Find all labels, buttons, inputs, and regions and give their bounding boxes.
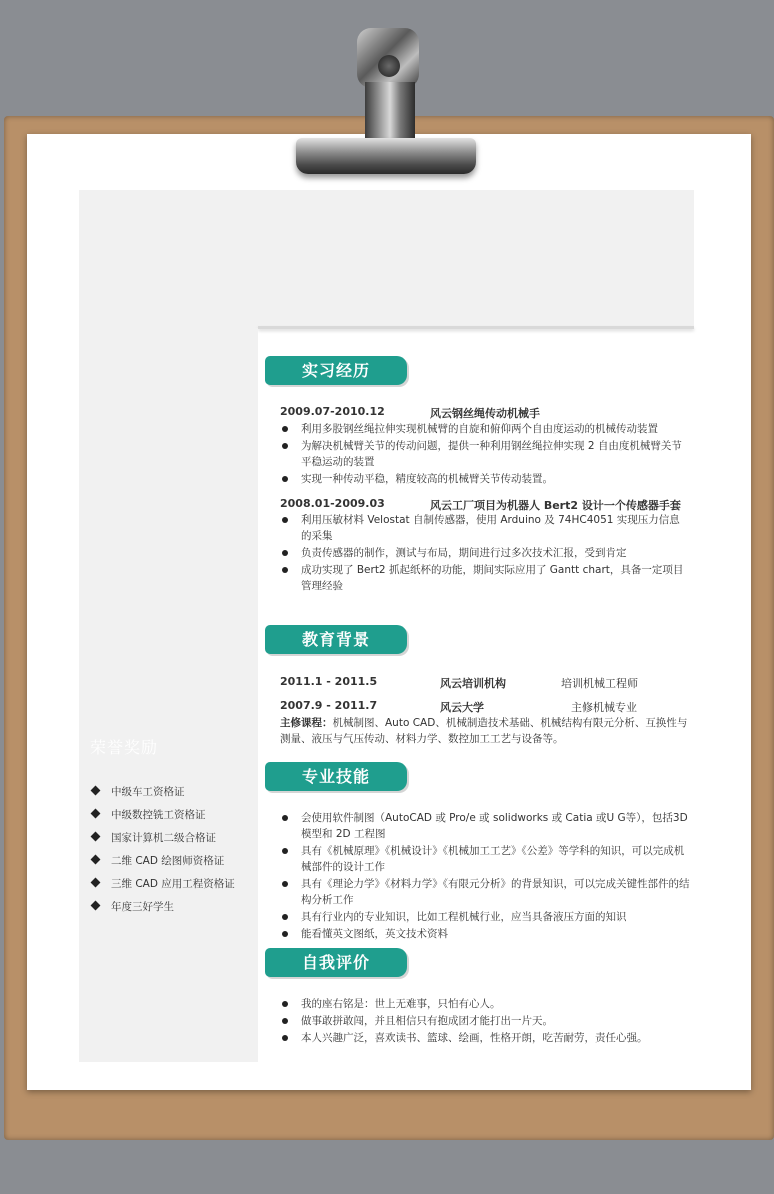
honor-item: 中级车工资格证	[90, 784, 235, 807]
diamond-bullet-icon	[91, 809, 101, 819]
entry-period: 2011.1 - 2011.5	[280, 675, 378, 688]
list-item: 成功实现了 Bert2 抓起纸杯的功能，期间实际应用了 Gantt chart，具备一定项目管理经验	[280, 562, 690, 594]
list-item: 负责传感器的制作，测试与布局，期间进行过多次技术汇报，受到肯定	[280, 545, 690, 561]
diamond-bullet-icon	[91, 855, 101, 865]
entry-period: 2009.07-2010.12	[280, 405, 385, 418]
honor-item: 二维 CAD 绘图师资格证	[90, 853, 235, 876]
list-item: 实现一种传动平稳，精度较高的机械臂关节传动装置。	[280, 471, 690, 487]
diamond-bullet-icon	[91, 786, 101, 796]
list-item: 我的座右铭是：世上无难事，只怕有心人。	[280, 996, 690, 1012]
honor-item: 中级数控铣工资格证	[90, 807, 235, 830]
entry-period: 2007.9 - 2011.7	[280, 699, 378, 712]
skills-section-title: 专业技能	[265, 762, 407, 791]
entry-project: 风云钢丝绳传动机械手	[430, 407, 540, 420]
list-item: 具有《机械原理》《机械设计》《机械加工工艺》《公差》等学科的知识，可以完成机械部件的设计工作	[280, 843, 690, 875]
entry-major: 主修机械专业	[571, 701, 637, 714]
honors-list	[90, 784, 235, 922]
binder-clip-icon	[296, 138, 476, 174]
list-item: 为解决机械臂关节的传动问题，提供一种利用钢丝绳拉伸实现 2 自由度机械臂关节平稳运动的装置	[280, 438, 690, 470]
binder-clip-hole	[378, 55, 400, 77]
skills-points	[280, 810, 690, 943]
internship-entry-2-points	[280, 512, 690, 595]
education-section-title: 教育背景	[265, 625, 407, 654]
diamond-bullet-icon	[91, 901, 101, 911]
courses-text: 机械制图、Auto CAD、机械制造技术基础、机械结构有限元分析、互换性与测量、液压与气压传动、材料力学、数控加工工艺与设备等。	[280, 717, 688, 745]
binder-clip-neck	[365, 82, 415, 142]
list-item: 具有《理论力学》《材料力学》《有限元分析》的背景知识，可以完成关键性部件的结构分析工作	[280, 876, 690, 908]
entry-school: 风云培训机构	[440, 677, 506, 690]
diamond-bullet-icon	[91, 832, 101, 842]
entry-school: 风云大学	[440, 701, 484, 714]
header-divider	[258, 326, 694, 329]
diamond-bullet-icon	[91, 878, 101, 888]
list-item: 本人兴趣广泛，喜欢读书、篮球、绘画，性格开朗，吃苦耐劳，责任心强。	[280, 1030, 690, 1046]
internship-entry-1-points	[280, 421, 690, 488]
list-item: 做事敢拼敢闯，并且相信只有抱成团才能打出一片天。	[280, 1013, 690, 1029]
list-item: 利用压敏材料 Velostat 自制传感器，使用 Arduino 及 74HC4051 实现压力信息的采集	[280, 512, 690, 544]
entry-major: 培训机械工程师	[561, 677, 638, 690]
header-band	[79, 190, 694, 328]
honor-item: 年度三好学生	[90, 899, 235, 922]
sidebar-panel	[79, 328, 258, 1062]
list-item: 会使用软件制图（AutoCAD 或 Pro/e 或 solidworks 或 Catia 或U G等），包括3D 模型和 2D 工程图	[280, 810, 690, 842]
education-courses	[280, 715, 690, 747]
honor-item: 国家计算机二级合格证	[90, 830, 235, 853]
list-item: 利用多股钢丝绳拉伸实现机械臂的自旋和俯仰两个自由度运动的机械传动装置	[280, 421, 690, 437]
internship-section-title: 实习经历	[265, 356, 407, 385]
list-item: 能看懂英文图纸，英文技术资料	[280, 926, 690, 942]
entry-period: 2008.01-2009.03	[280, 497, 385, 510]
self-eval-points	[280, 996, 690, 1047]
entry-project: 风云工厂项目为机器人 Bert2 设计一个传感器手套	[430, 499, 681, 512]
honor-item: 三维 CAD 应用工程资格证	[90, 876, 235, 899]
courses-label: 主修课程：	[280, 717, 333, 729]
self-eval-section-title: 自我评价	[265, 948, 407, 977]
list-item: 具有行业内的专业知识，比如工程机械行业，应当具备液压方面的知识	[280, 909, 690, 925]
honors-title: 荣誉奖励	[90, 738, 159, 757]
